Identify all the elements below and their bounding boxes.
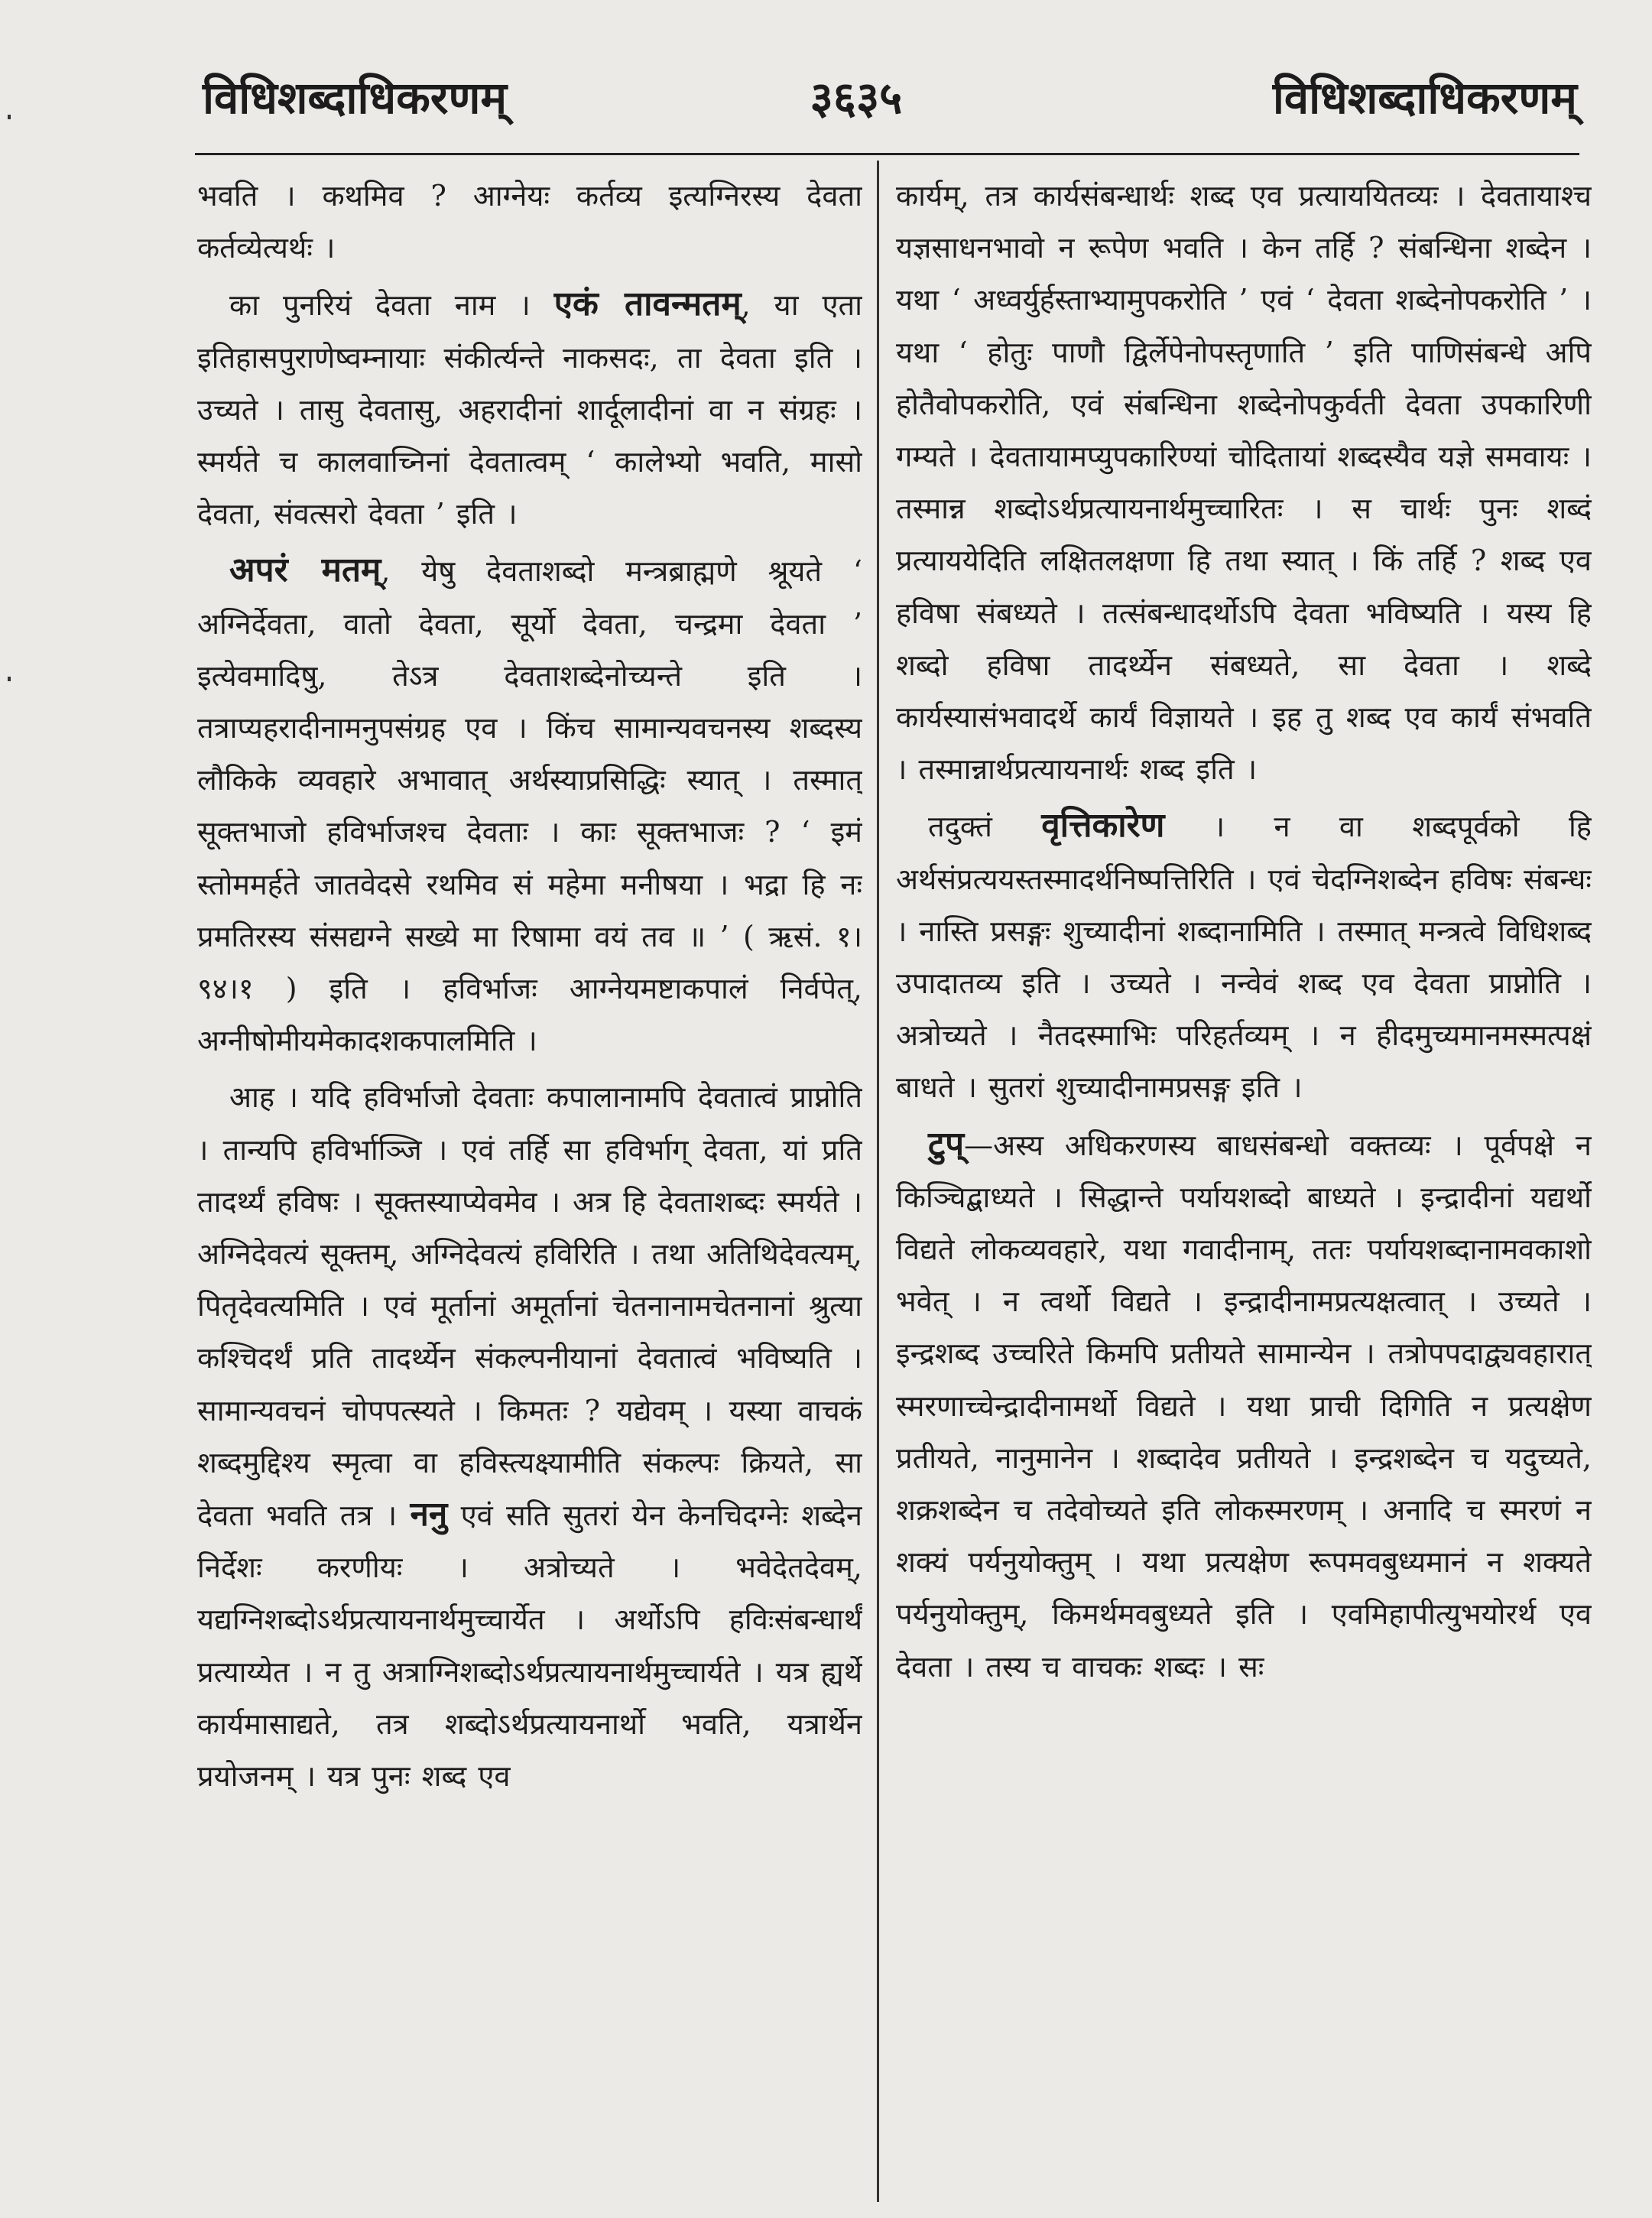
- page-number: ३६३५: [810, 72, 903, 124]
- bold-term: ननु: [410, 1495, 448, 1534]
- running-header-left: विधिशब्दाधिकरणम्: [203, 72, 508, 124]
- column-divider: [877, 161, 879, 2202]
- left-column: [197, 170, 862, 2203]
- paragraph-text: , येषु देवताशब्दो मन्त्रब्राह्मणे श्रूयते ‘ अग्निर्देवता, वातो देवता, सूर्यो देवता, चन्द्रमा देवता ’ इत्येवमादिषु, तेऽत्र देवताशब्देनोच्यन्ते इति । तत्राप्यहरादीनामनुपसंग्रह एव । किंच सामान्यवचनस्य शब्दस्य लौकिके व्यवहारे अभावात् अर्थस्याप्रसिद्धिः स्यात् । तस्मात् सूक्तभाजो हविर्भाजश्च देवताः । काः सूक्तभाजः ? ‘ इमं स्तोममर्हते जातवेदसे रथमिव सं महेमा मनीषया । भद्रा हि नः प्रमतिरस्य संसद्यग्ने सख्ये मा रिषामा वयं तव ॥ ’ ( ऋसं. १।९४।१ ) इति । हविर्भाजः आग्नेयमष्टाकपालं निर्वपेत्, अग्नीषोमीयमेकादशकपालमिति ।: [197, 554, 862, 1058]
- paragraph-text: आह । यदि हविर्भाजो देवताः कपालानामपि देवतात्वं प्राप्नोति । तान्यपि हविर्भाञ्जि । एवं तर्हि सा हविर्भाग् देवता, यां प्रति तादर्थ्यं हविषः । सूक्तस्याप्येवमेव । अत्र हि देवताशब्दः स्मर्यते । अग्निदेवत्यं सूक्तम्, अग्निदेवत्यं हविरिति । तथा अतिथिदेवत्यम्, पितृदेवत्यमिति । एवं मूर्तानां अमूर्तानां चेतनानामचेतनानां श्रुत्या कश्चिदर्थं प्रति तादर्थ्येन संकल्पनीयानां देवतात्वं भविष्यति । सामान्यवचनं चोपपत्स्यते । किमतः ? यद्येवम् । यस्या वाचकं शब्दमुद्दिश्य स्मृत्वा वा हविस्त्यक्ष्यामीति संकल्पः क्रियते, सा देवता भवति तत्र ।: [197, 1080, 862, 1533]
- paragraph-text: , या एता इतिहासपुराणेष्वम्नायाः संकीर्त्यन्ते नाकसदः, ता देवता इति । उच्यते । तासु देवतासु, अहरादीनां शार्दूलादीनां वा न संग्रहः । स्मर्यते च कालवाच्निनां देवतात्वम् ‘ कालेभ्यो भवति, मासो देवता, संवत्सरो देवता ’ इति ।: [197, 288, 862, 531]
- paragraph: [197, 1071, 862, 1802]
- paragraph: [197, 544, 862, 1067]
- paragraph: [197, 170, 862, 274]
- paragraph-text: भवति । कथमिव ? आग्नेयः कर्तव्य इत्यग्निरस्य देवता कर्तव्येत्यर्थः ।: [197, 179, 862, 265]
- paragraph: [197, 278, 862, 540]
- right-column: [896, 170, 1592, 2203]
- paragraph-text: तदुक्तं: [928, 810, 992, 844]
- paragraph-text: कार्यम्, तत्र कार्यसंबन्धार्थः शब्द एव प्रत्याययितव्यः । देवतायाश्च यज्ञसाधनभावो न रूपेण भवति । केन तर्हि ? संबन्धिना शब्देन । यथा ‘ अध्वर्युर्हस्ताभ्यामुपकरोति ’ एवं ‘ देवता शब्देनोपकरोति ’ । यथा ‘ होतुः पाणौ द्विर्लेपेनोपस्तृणाति ’ इति पाणिसंबन्धे अपि होतैवोपकरोति, एवं संबन्धिना शब्देनोपकुर्वती देवता उपकारिणी गम्यते । देवतायामप्युपकारिण्यां चोदितायां शब्दस्यैव यज्ञे समवायः । तस्मान्न शब्दोऽर्थप्रत्यायनार्थमुच्चारितः । स चार्थः पुनः शब्दं प्रत्याययेदिति लक्षितलक्षणा हि तथा स्यात् । किं तर्हि ? शब्द एव हविषा संबध्यते । तत्संबन्धादर्थोऽपि देवता भविष्यति । यस्य हि शब्दो हविषा तादर्थ्येन संबध्यते, सा देवता । शब्दे कार्यस्यासंभवादर्थे कार्यं विज्ञायते । इह तु शब्द एव कार्यं संभवति । तस्मान्नार्थप्रत्यायनार्थः शब्द इति ।: [896, 179, 1592, 787]
- paragraph-text: । न वा शब्दपूर्वको हि अर्थसंप्रत्ययस्तस्मादर्थनिष्पत्तिरिति । एवं चेदग्निशब्देन हविषः संबन्धः । नास्ति प्रसङ्गः शुच्यादीनां शब्दानामिति । तस्मात् मन्त्रत्वे विधिशब्द उपादातव्य इति । उच्यते । नन्वेवं शब्द एव देवता प्राप्नोति । अत्रोच्यते । नैतदस्माभिः परिहर्तव्यम् । न हीदमुच्यमानमस्मत्पक्षं बाधते । सुतरां शुच्यादीनामप्रसङ्ग इति ।: [896, 810, 1592, 1105]
- bold-term: अपरं मतम्: [229, 550, 381, 590]
- header-rule: [195, 153, 1579, 155]
- paragraph: [896, 800, 1592, 1113]
- paragraph-text: —अस्य अधिकरणस्य बाधसंबन्धो वक्तव्यः । पूर्वपक्षे न किञ्चिद्बाध्यते । सिद्धान्ते पर्यायशब्दो बाध्यते । इन्द्रादीनां यद्यर्थो विद्यते लोकव्यवहारे, यथा गवादीनाम्, ततः पर्यायशब्दानामवकाशो भवेत् । न त्वर्थो विद्यते । इन्द्रादीनामप्रत्यक्षत्वात् । उच्यते । इन्द्रशब्द उच्चरिते किमपि प्रतीयते सामान्येन । तत्रोपपदाद्व्यवहारात् स्मरणाच्चेन्द्रादीनामर्थो विद्यते । यथा प्राची दिगिति न प्रत्यक्षेण प्रतीयते, नानुमानेन । शब्दादेव प्रतीयते । इन्द्रशब्देन च यदुच्यते, शक्रशब्देन च तदेवोच्यते इति लोकस्मरणम् । अनादि च स्मरणं न शक्यं पर्यनुयोक्तुम् । यथा प्रत्यक्षेण रूपमवबुध्यमानं न शक्यते पर्यनुयोक्तुम्, किमर्थमवबुध्यते इति । एवमिहापीत्युभयोरर्थ एव देवता । तस्य च वाचकः शब्दः । सः: [896, 1128, 1592, 1684]
- bold-term: एकं तावन्मतम्: [553, 284, 742, 324]
- paragraph-text: का पुनरियं देवता नाम ।: [229, 288, 531, 323]
- bold-term: टुप्: [928, 1124, 965, 1164]
- paragraph: [896, 1119, 1592, 1693]
- margin-mark: [8, 115, 11, 119]
- paragraph: [896, 170, 1592, 795]
- paragraph-text: एवं सति सुतरां येन केनचिदग्नेः शब्देन निर्देशः करणीयः । अत्रोच्यते । भवेदेतदेवम्, यद्यग्निशब्दोऽर्थप्रत्यायनार्थमुच्चार्येत । अर्थोऽपि हविःसंबन्धार्थं प्रत्याय्येत । न तु अत्राग्निशब्दोऽर्थप्रत्यायनार्थमुच्चार्यते । यत्र ह्यर्थे कार्यमासाद्यते, तत्र शब्दोऽर्थप्रत्यायनार्थो भवति, यत्रार्थेन प्रयोजनम् । यत्र पुनः शब्द एव: [197, 1499, 862, 1794]
- margin-mark: [8, 677, 11, 681]
- bold-term: वृत्तिकारेण: [1041, 806, 1165, 846]
- running-header-right: विधिशब्दाधिकरणम्: [1272, 72, 1577, 124]
